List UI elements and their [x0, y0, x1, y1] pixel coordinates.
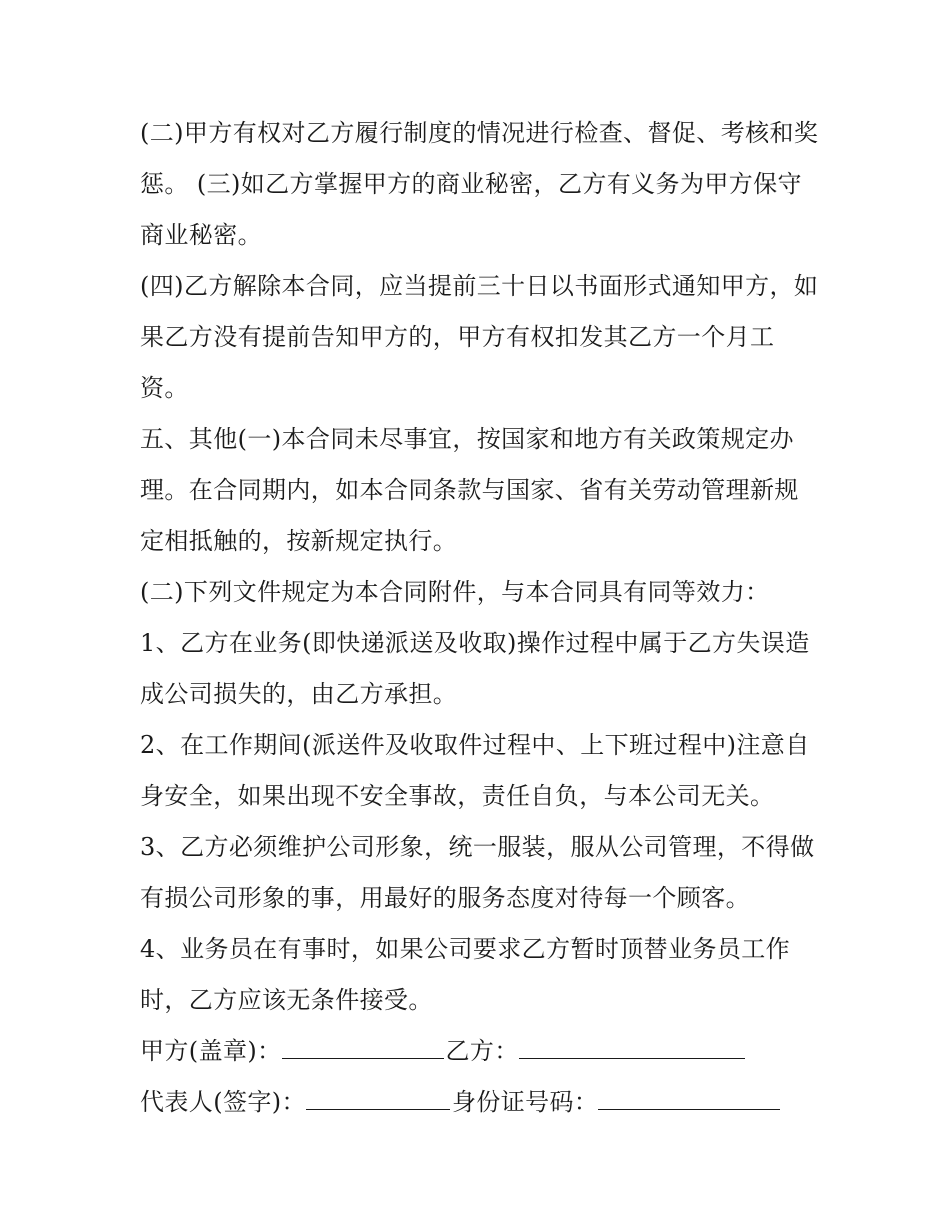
representative-blank[interactable] — [306, 1079, 450, 1110]
contract-body — [140, 108, 820, 1128]
party-b-blank[interactable] — [519, 1028, 745, 1059]
clause-4: 4、业务员在有事时，如果公司要求乙方暂时顶替业务员工作时，乙方应该无条件接受。 — [140, 935, 791, 1014]
paragraph-other-matters: 五、其他(一)本合同未尽事宜，按国家和地方有关政策规定办理。在合同期内，如本合同条款与国家、省有关劳动管理新规定相抵触的，按新规定执行。 — [140, 425, 799, 555]
party-a-label: 甲方(盖章)： — [140, 1037, 282, 1065]
signature-line-parties — [140, 1026, 820, 1077]
paragraph-attachments: (二)下列文件规定为本合同附件，与本合同具有同等效力： — [140, 578, 770, 606]
clause-2: 2、在工作期间(派送件及收取件过程中、上下班过程中)注意自身安全，如果出现不安全事故，责任自负，与本公司无关。 — [140, 731, 810, 810]
id-number-blank[interactable] — [598, 1079, 780, 1110]
id-number-label: 身份证号码： — [451, 1088, 599, 1116]
paragraph-termination-notice: (四)乙方解除本合同，应当提前三十日以书面形式通知甲方，如果乙方没有提前告知甲方的，甲方有权扣发其乙方一个月工资。 — [140, 272, 819, 402]
representative-label: 代表人(签字)： — [140, 1088, 306, 1116]
party-b-label: 乙方： — [445, 1037, 519, 1065]
clause-3: 3、乙方必须维护公司形象，统一服装，服从公司管理，不得做有损公司形象的事，用最好的服务态度对待每一个顾客。 — [140, 833, 815, 912]
clause-1: 1、乙方在业务(即快递派送及收取)操作过程中属于乙方失误造成公司损失的，由乙方承担。 — [140, 629, 810, 708]
signature-line-representative — [140, 1077, 820, 1128]
paragraph-inspection-rights: (二)甲方有权对乙方履行制度的情况进行检查、督促、考核和奖惩。 (三)如乙方掌握甲方的商业秘密，乙方有义务为甲方保守商业秘密。 — [140, 119, 819, 249]
party-a-blank[interactable] — [282, 1028, 444, 1059]
